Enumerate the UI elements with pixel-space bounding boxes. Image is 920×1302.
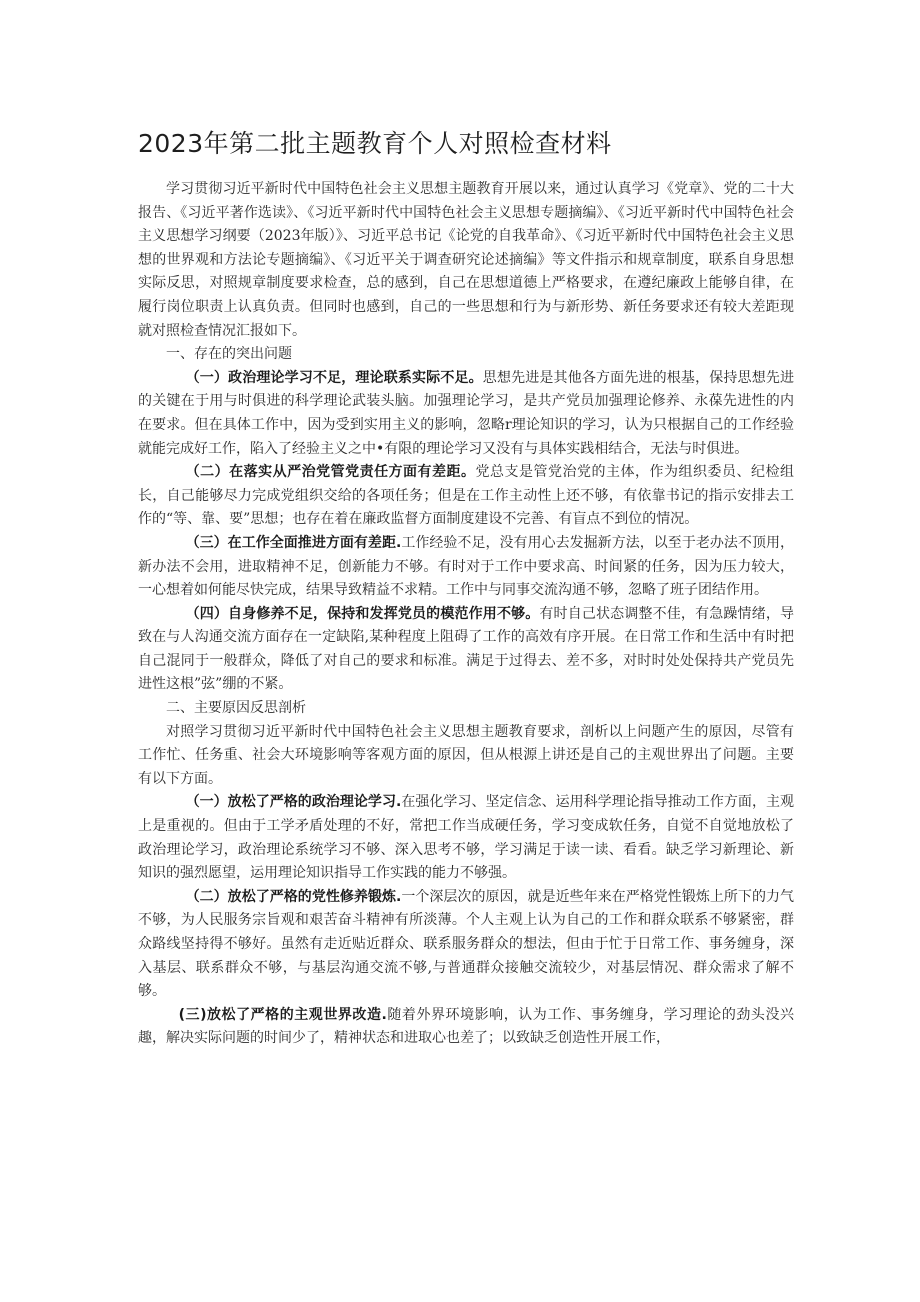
problem-text: 思想先进是其他各方面先进的根基，保持思想先进的关键在于用与时俱进的科学理论武装头脑。加强理论学习，是共产党员加强理论修养、永葆先进性的内在要求。但在具体工作中，因为受到实用主义的影响，忽略r理论知识的学习，认为只根据自己的工作经验就能完成好工作，陷入了经验主义之中•有限的理论学习又没有与具体实践相结合，无法与时俱进。	[138, 369, 794, 457]
problem-lead: （四）自身修养不足，保持和发挥党员的模范作用不够。	[185, 605, 540, 622]
cause-text: 随着外界环境影响，认为工作、事务缠身，学习理论的劲头没兴趣，解决实际问题的时间少了，精神状态和进取心也差了；以致缺乏创造性开展工作，	[138, 1006, 795, 1047]
intro-paragraph: 学习贯彻习近平新时代中国特色社会主义思想主题教育开展以来，通过认真学习《党章》、党的二十大报告、《习近平著作选读》、《习近平新时代中国特色社会主义思想专题摘编》、《习近平新时代中国特色社会主义思想学习纲要（2023年版）》、习近平总书记《论党的自我革命》、《习近平新时代中国特色社会主义思想的世界观和方法论专题摘编》、《习近平关于调查研究论述摘编》等文件指示和规章制度，联系自身思想实际反思，对照规章制度要求检查，总的感到，自己在思想道德上严格要求，在遵纪廉政上能够自律，在履行岗位职责上认真负责。但同时也感到，自己的一些思想和行为与新形势、新任务要求还有较大差距现就对照检查情况汇报如下。	[138, 181, 794, 339]
problem-lead: （三）在工作全面推进方面有差距.	[185, 534, 402, 551]
cause-paragraph	[138, 1004, 794, 1051]
document-body	[138, 178, 794, 1051]
cause-lead: （一）放松了严格的政治理论学习.	[185, 794, 402, 811]
cause-text: 一个深层次的原因，就是近些年来在严格党性锻炼上所下的力气不够，为人民服务宗旨观和艰苦奋斗精神有所淡薄。个人主观上认为自己的工作和群众联系不够紧密，群众路线坚持得不够好。虽然有走近贴近群众、联系服务群众的想法，但由于忙于日常工作、事务缠身，深入基层、联系群众不够，与基层沟通交流不够,与普通群众接触交流较少，对基层情况、群众需求了解不够。	[138, 888, 794, 1000]
problem-paragraph	[138, 603, 794, 697]
cause-paragraph	[138, 886, 794, 1004]
cause-text: 在强化学习、坚定信念、运用科学理论指导推动工作方面，主观上是重视的。但由于工学矛盾处理的不好，常把工作当成硬任务，学习变成软任务，自觉不自觉地放松了政治理论学习，政治理论系统学习不够、深入思考不够，学习满足于读一读、看看。缺乏学习新理论、新知识的强烈愿望，运用理论知识指导工作实践的能力不够强。	[138, 794, 794, 882]
cause-lead: （二）放松了严格的党性修养锻炼.	[185, 888, 402, 905]
problem-lead: （二）在落实从严治党管党责任方面有差距。	[185, 464, 476, 481]
problem-text: 有时自己状态调整不佳，有急躁情绪，导致在与人沟通交流方面存在一定缺陷,某种程度上阻碍了工作的高效有序开展。在日常工作和生活中有时把自己混同于一般群众，降低了对自己的要求和标准。满足于过得去、差不多，对时时处处保持共产党员先进性这根”弦”绷的不紧。	[138, 605, 794, 693]
section-heading: 一、存在的突出问题	[166, 346, 292, 363]
cause-lead: (三)放松了严格的主观世界改造.	[178, 1006, 387, 1023]
problem-lead: （一）政治理论学习不足，理论联系实际不足。	[185, 369, 483, 386]
section-intro-paragraph: 对照学习贯彻习近平新时代中国特色社会主义思想主题教育要求，剖析以上问题产生的原因，尽管有工作忙、任务重、社会大环境影响等客观方面的原因，但从根源上讲还是自己的主观世界出了问题。主要有以下方面。	[138, 723, 794, 787]
problem-text: 工作经验不足，没有用心去发掘新方法，以至于老办法不顶用，新办法不会用，进取精神不足，创新能力不够。有时对于工作中要求高、时间紧的任务，因为压力较大，一心想着如何能尽快完成，结果导致精益不求精。工作中与同事交流沟通不够，忽略了班子团结作用。	[138, 534, 794, 599]
problem-paragraph	[138, 461, 794, 532]
cause-paragraph	[138, 791, 794, 885]
problem-paragraph	[138, 532, 794, 603]
problem-paragraph	[138, 367, 794, 461]
section-heading: 二、主要原因反思剖析	[166, 700, 306, 717]
document-title: 2023年第二批主题教育个人对照检查材料	[138, 129, 612, 158]
problem-text: 党总支是管党治党的主体，作为组织委员、纪检组长，自己能够尽力完成党组织交给的各项任务；但是在工作主动性上还不够，有依靠书记的指示安排去工作的“等、靠、要”思想；也存在着在廉政监督方面制度建设不完善、有盲点不到位的情况。	[138, 464, 794, 528]
